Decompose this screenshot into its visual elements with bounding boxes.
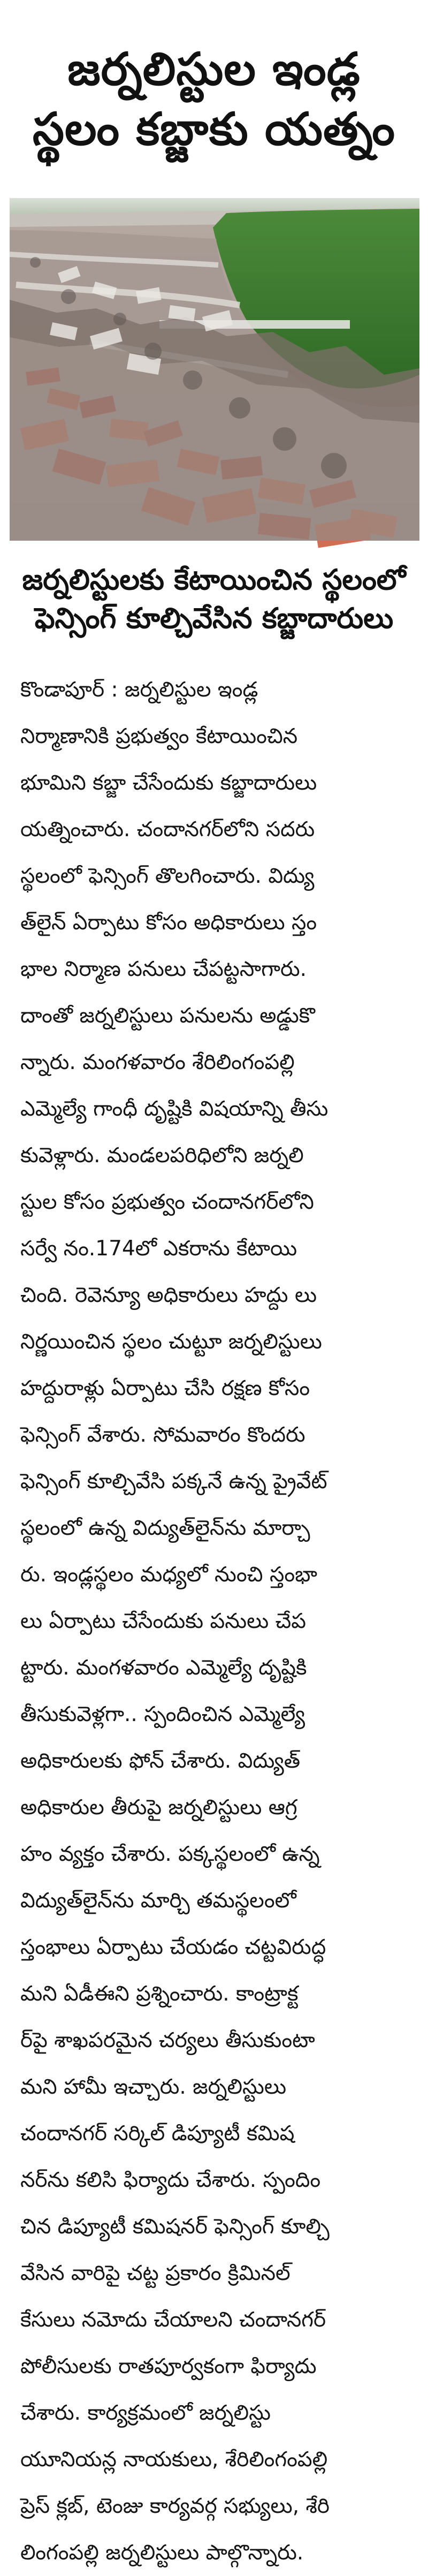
article-line: భాల నిర్మాణ పనులు చేపట్టసాగారు. (20, 957, 307, 981)
article-line: మని హామీ ఇచ్చారు. జర్నలిస్టులు (20, 2075, 287, 2099)
article-line: ప్రెస్ క్లబ్, టెంజు కార్యవర్గ సభ్యులు, శేరి (20, 2494, 330, 2518)
article-line: చేశారు. కార్యక్రమంలో జర్నలిస్టు (20, 2401, 271, 2425)
article-line: న్నారు. మంగళవారం శేరిలింగంపల్లి (20, 1050, 295, 1074)
photo-caption (0, 541, 428, 658)
headline (0, 0, 428, 198)
article-line: భూమిని కబ్జా చేసేందుకు కబ్జాదారులు (20, 771, 317, 795)
article-line: దాంతో జర్నలిస్టులు పనులను అడ్డుకొ (20, 1004, 315, 1028)
article-line: స్థలంలో ఫెన్సింగ్ తొలగించారు. విద్యు (20, 864, 315, 888)
article-line: మని ఏడీఈని ప్రశ్నించారు. కాంట్రాక్ట (20, 1982, 299, 2006)
article-line: రు. ఇండ్లస్థలం మధ్యలో నుంచి స్తంభా (20, 1563, 317, 1587)
article-line: ర్‌పై శాఖపరమైన చర్యలు తీసుకుంటా (20, 2028, 315, 2052)
article-line: యత్నించారు. చందానగర్‌లోని సదరు (20, 817, 315, 842)
article-line: ఫెన్సింగ్ కూల్చివేసి పక్కనే ఉన్న ప్రైవేట్ (20, 1469, 327, 1494)
article-line: వేసిన వారిపై చట్ట ప్రకారం క్రిమినల్ (20, 2261, 291, 2285)
article-line: ఫెన్సింగ్ వేశారు. సోమవారం కొందరు (20, 1423, 305, 1447)
article-line: కువెళ్లారు. మండలపరిధిలోని జర్నలి (20, 1143, 304, 1168)
article-line: తీసుకువెళ్లగా.. స్పందించిన ఎమ్మెల్యే (20, 1702, 305, 1726)
article-line: చిన డిప్యూటీ కమిషనర్ ఫెన్సింగ్ కూల్చి (20, 2215, 330, 2239)
headline-line-2: స్థలం కబ్జాకు యత్నం (32, 103, 395, 155)
article-line: ఎమ్మెల్యే గాంధీ దృష్టికి విషయాన్ని తీసు (20, 1097, 328, 1121)
article-line: హం వ్యక్తం చేశారు. పక్కస్థలంలో ఉన్న (20, 1842, 320, 1866)
caption-line-2: ఫెన్సింగ్ కూల్చివేసిన కబ్జాదారులు (34, 602, 394, 635)
article-line: కొండాపూర్ : జర్నలిస్టుల ఇండ్ల (20, 678, 258, 702)
article-line: హద్దురాళ్లు ఏర్పాటు చేసి రక్షణ కోసం (20, 1376, 310, 1400)
article-line: స్తంభాలు ఏర్పాటు చేయడం చట్టవిరుద్ధ (20, 1935, 326, 1959)
article-line: సర్వే నం.174లో ఎకరాను కేటాయి (20, 1237, 297, 1261)
headline-line-1: జర్నలిస్టుల ఇండ్ల (67, 42, 361, 95)
article-line: విద్యుత్‌లైన్‌ను మార్చి తమస్థలంలో (20, 1889, 296, 1913)
news-photo (10, 198, 419, 541)
article-line: స్టుల కోసం ప్రభుత్వం చందానగర్‌లోని (20, 1190, 314, 1214)
article-line: అధికారుల తీరుపై జర్నలిస్టులు ఆగ్ర (20, 1795, 297, 1820)
article-line: స్థలంలో ఉన్న విద్యుత్‌లైన్‌ను మార్చా (20, 1516, 310, 1540)
article-line: నర్‌ను కలిసి ఫిర్యాదు చేశారు. స్పందిం (20, 2168, 321, 2192)
article-line: లు ఏర్పాటు చేసేందుకు పనులు చేప (20, 1609, 307, 1633)
article-line: త్‌లైన్ ఏర్పాటు కోసం అధికారులు స్తం (20, 911, 317, 935)
rubble-photo-illustration (10, 198, 419, 541)
article-line: అధికారులకు ఫోన్ చేశారు. విద్యుత్ (20, 1749, 301, 1773)
article-line: చింది. రెవెన్యూ అధికారులు హద్దు లు (20, 1283, 317, 1307)
article-body (20, 666, 408, 2565)
article-line: నిర్మాణానికి ప్రభుత్వం కేటాయించిన (20, 724, 298, 748)
caption-line-1: జర్నలిస్టులకు కేటాయించిన స్థలంలో (22, 564, 406, 597)
article-line: లింగంపల్లి జర్నలిస్టులు పాల్గొన్నారు. (20, 2541, 304, 2565)
article-line: ట్టారు. మంగళవారం ఎమ్మెల్యే దృష్టికి (20, 1656, 307, 1680)
article-line: చందానగర్ సర్కిల్ డిప్యూటీ కమిష (20, 2122, 295, 2146)
article-line: కేసులు నమోదు చేయాలని చందానగర్ (20, 2308, 326, 2332)
article-line: నిర్ణయించిన స్థలం చుట్టూ జర్నలిస్టులు (20, 1330, 322, 1354)
article-line: పోలీసులకు రాతపూర్వకంగా ఫిర్యాదు (20, 2354, 317, 2378)
article-line: యూనియన్ల నాయకులు, శేరిలింగంపల్లి (20, 2448, 328, 2472)
